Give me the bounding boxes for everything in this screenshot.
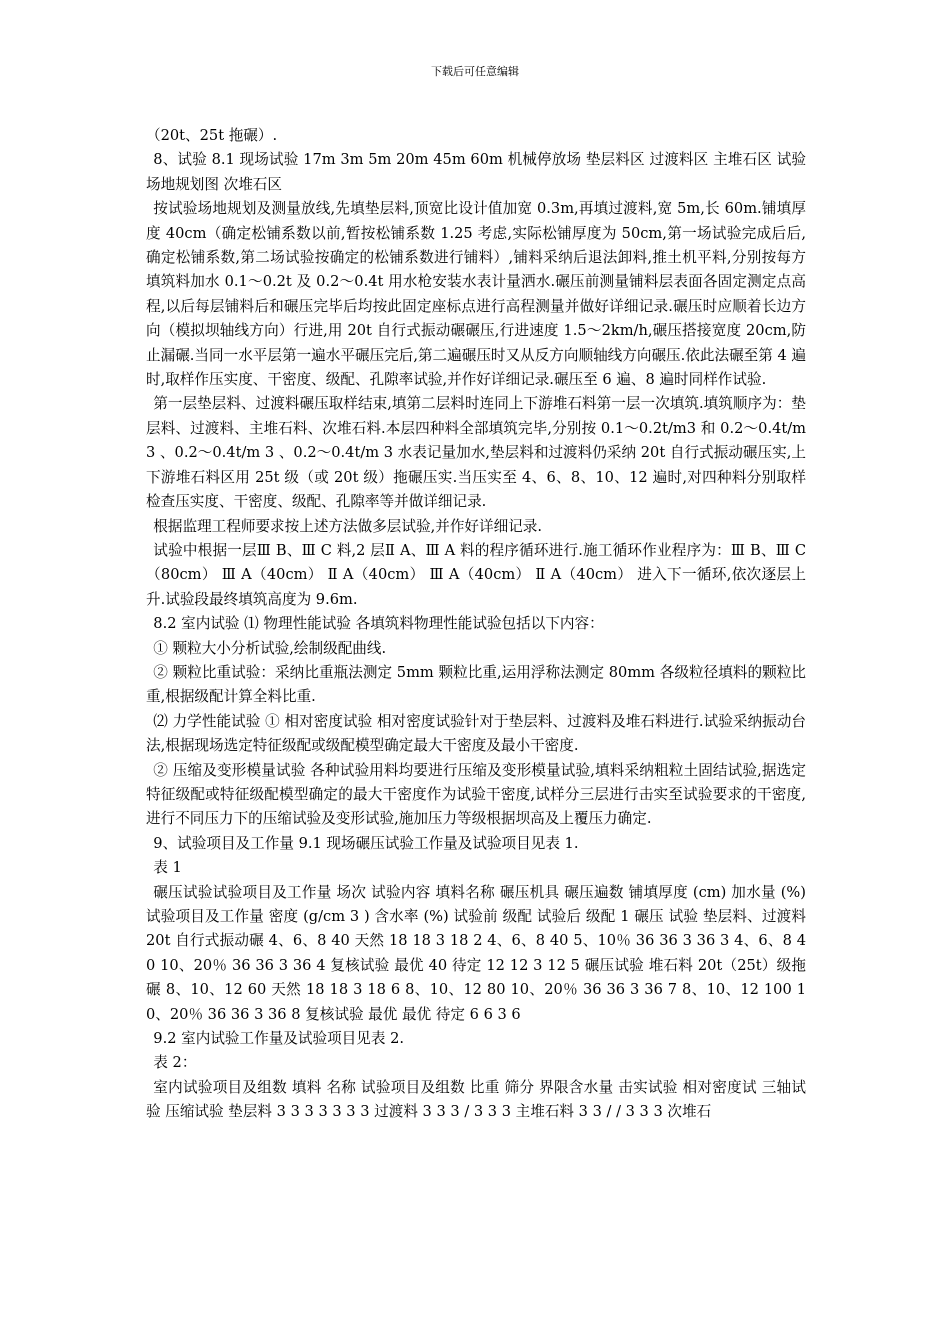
table-2-flattened-content: 室内试验项目及组数 填料 名称 试验项目及组数 比重 筛分 界限含水量 击实试验 相对密度试 三轴试验 压缩试验 垫层料 3 3 3 3 3 3 3 过渡料 3 3 3 / 3 3 3 主堆石料 3 3 / / 3 3 3 次堆石 bbox=[146, 1078, 806, 1121]
table-1-caption: 表 1 bbox=[153, 859, 182, 877]
paragraph-section-8-site-plan: 8、试验 8.1 现场试验 17m 3m 5m 20m 45m 60m 机械停放场 垫层料区 过渡料区 主堆石区 试验场地规划图 次堆石区 bbox=[146, 151, 806, 193]
paragraph-compression-test: ② 压缩及变形模量试验 各种试验用料均要进行压缩及变形模量试验,填料采纳粗粒土固结试验,据选定特征级配或特征级配模型确定的最大干密度作为试验干密度,试样分三层进行击实至试验要求的干密度,进行不同压力下的压缩试验及变形试验,施加压力等级根据坝高及上覆压力确定. bbox=[146, 761, 806, 828]
table-2-caption: 表 2： bbox=[153, 1054, 197, 1072]
paragraph-section-8-2-lab-tests: 8.2 室内试验 ⑴ 物理性能试验 各填筑料物理性能试验包括以下内容： bbox=[153, 615, 604, 633]
paragraph-section-9-workload: 9、试验项目及工作量 9.1 现场碾压试验工作量及试验项目见表 1. bbox=[153, 834, 579, 852]
paragraph-mechanical-tests: ⑵ 力学性能试验 ① 相对密度试验 相对密度试验针对于垫层料、过渡料及堆石料进行.试验采纳振动台法,根据现场选定特征级配或级配模型确定最大干密度及最小干密度. bbox=[146, 712, 806, 755]
paragraph-cycle-program: 试验中根据一层Ⅲ B、Ⅲ C 料,2 层Ⅱ A、Ⅲ A 料的程序循环进行.施工循环作业程序为：Ⅲ B、Ⅲ C（80cm） Ⅲ A（40cm） Ⅱ A（40cm） Ⅲ A（40cm） Ⅱ A（40cm） 进入下一循环,依次逐层上升.试验段最终填筑高度为 9.6m. bbox=[146, 541, 806, 608]
paragraph-second-layer-filling: 第一层垫层料、过渡料碾压取样结束,填第二层料时连同上下游堆石料第一层一次填筑.填筑顺序为：垫层料、过渡料、主堆石料、次堆石料.本层四种料全部填筑完毕,分别按 0.1～0.2t/m3 和 0.2～0.4t/m 3 、0.2～0.4t/m 3 、0.2～0.4t/m 3 水表记量加水,垫层料和过渡料仍采纳 20t 自行式振动碾压实,上下游堆石料区用 25t 级（或 20t 级）拖碾压实.当压实至 4、6、8、10、12 遍时,对四种料分别取样检查压实度、干密度、级配、孔隙率等并做详细记录. bbox=[146, 395, 806, 511]
document-body bbox=[146, 124, 806, 1125]
table-1-flattened-content: 碾压试验试验项目及工作量 场次 试验内容 填料名称 碾压机具 碾压遍数 铺填厚度 (cm) 加水量 (%) 试验项目及工作量 密度 (g/cm 3 ) 含水率 (%) 试验前 级配 试验后 级配 1 碾压 试验 垫层料、过渡料 20t 自行式振动碾 4、6、8 40 天然 18 18 3 18 2 4、6、8 40 5、10％ 36 36 3 36 3 4、6、8 40 10、20％ 36 36 3 36 4 复核试验 最优 40 待定 12 12 3 12 5 碾压试验 堆石料 20t（25t）级拖碾 8、10、12 60 天然 18 18 3 18 6 8、10、12 80 10、20％ 36 36 3 36 7 8、10、12 100 10、20％ 36 36 3 36 8 复核试验 最优 最优 待定 6 6 3 6 bbox=[146, 883, 806, 1023]
paragraph-multilayer-tests: 根据监理工程师要求按上述方法做多层试验,并作好详细记录. bbox=[153, 517, 543, 535]
paragraph-particle-size-test: ① 颗粒大小分析试验,绘制级配曲线. bbox=[153, 639, 387, 657]
paragraph-section-9-2: 9.2 室内试验工作量及试验项目见表 2. bbox=[153, 1030, 405, 1048]
paragraph-specific-gravity-test: ② 颗粒比重试验：采纳比重瓶法测定 5mm 颗粒比重,运用浮称法测定 80mm 各级粒径填料的颗粒比重,根据级配计算全料比重. bbox=[146, 663, 806, 706]
page-header: 下载后可任意编辑 bbox=[431, 65, 519, 78]
paragraph-tow-roller-note: （20t、25t 拖碾）. bbox=[146, 127, 278, 144]
paragraph-site-layout-procedure: 按试验场地规划及测量放线,先填垫层料,顶宽比设计值加宽 0.3m,再填过渡料,宽 5m,长 60m.铺填厚度 40cm（确定松铺系数以前,暂按松铺系数 1.25 考虑,实际松铺厚度为 50cm,第一场试验完成后后,确定松铺系数,第二场试验按确定的松铺系数进行铺料）,铺料采纳后退法卸料,推土机平料,分别按每方填筑料加水 0.1～0.2t 及 0.2～0.4t 用水枪安装水表计量洒水.碾压前测量铺料层表面各固定测定点高程,以后每层铺料后和碾压完毕后均按此固定座标点进行高程测量并做好详细记录.碾压时应顺着长边方向（模拟坝轴线方向）行进,用 20t 自行式振动碾碾压,行进速度 1.5～2km/h,碾压搭接宽度 20cm,防止漏碾.当同一水平层第一遍水平碾压完后,第二遍碾压时又从反方向顺轴线方向碾压.依此法碾至第 4 遍时,取样作压实度、干密度、级配、孔隙率试验,并作好详细记录.碾压至 6 遍、8 遍时同样作试验. bbox=[146, 200, 807, 389]
